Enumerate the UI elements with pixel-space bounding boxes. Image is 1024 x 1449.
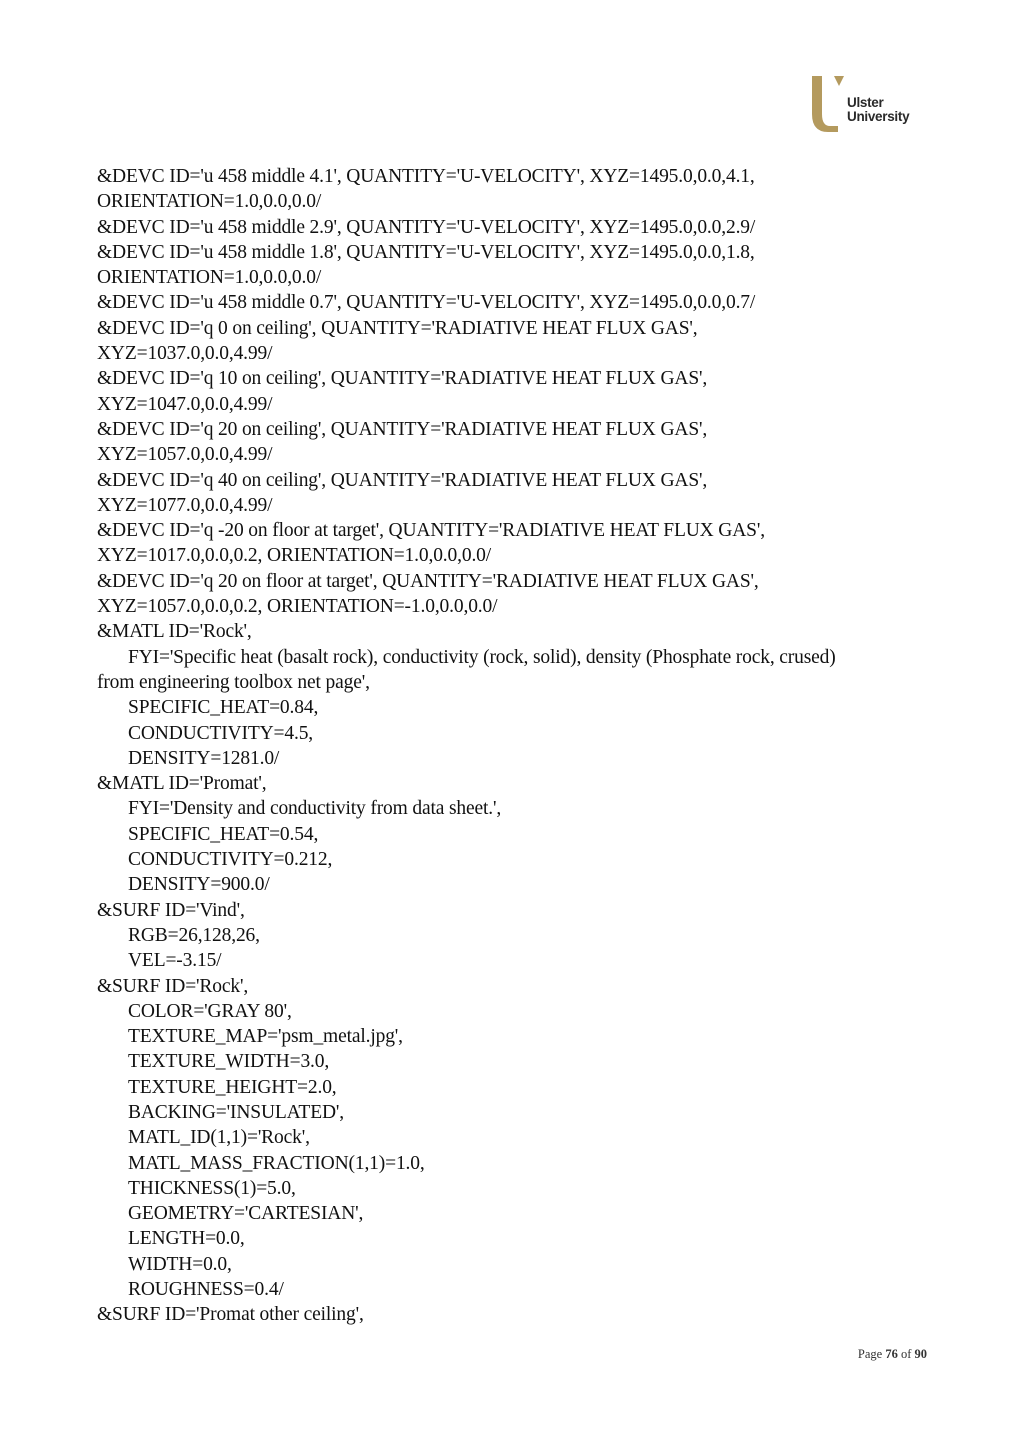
code-line: XYZ=1017.0,0.0,0.2, ORIENTATION=1.0,0.0,0.0/	[97, 545, 492, 567]
code-line: DENSITY=1281.0/	[128, 747, 280, 769]
code-line: XYZ=1057.0,0.0,4.99/	[97, 444, 273, 466]
ulster-university-logo	[810, 74, 920, 136]
code-line: XYZ=1077.0,0.0,4.99/	[97, 494, 273, 516]
code-line: MATL_MASS_FRACTION(1,1)=1.0,	[128, 1152, 425, 1174]
page-number	[858, 1347, 927, 1362]
code-line: XYZ=1037.0,0.0,4.99/	[97, 343, 273, 365]
code-line: &DEVC ID='q 20 on ceiling', QUANTITY='RADIATIVE HEAT FLUX GAS',	[97, 418, 708, 440]
code-line: &DEVC ID='u 458 middle 0.7', QUANTITY='U-VELOCITY', XYZ=1495.0,0.0,0.7/	[97, 292, 756, 314]
code-line: TEXTURE_HEIGHT=2.0,	[128, 1076, 337, 1098]
code-line: XYZ=1057.0,0.0,0.2, ORIENTATION=-1.0,0.0,0.0/	[97, 596, 498, 618]
code-line: SPECIFIC_HEAT=0.84,	[128, 697, 319, 719]
code-line: FYI='Specific heat (basalt rock), conductivity (rock, solid), density (Phosphate rock, crused)	[128, 646, 836, 668]
logo-wordmark	[847, 96, 909, 124]
code-line: RGB=26,128,26,	[128, 924, 260, 946]
code-line: CONDUCTIVITY=4.5,	[128, 722, 314, 744]
code-line: ORIENTATION=1.0,0.0,0.0/	[97, 267, 322, 289]
code-line: &DEVC ID='u 458 middle 4.1', QUANTITY='U-VELOCITY', XYZ=1495.0,0.0,4.1,	[97, 166, 755, 187]
code-line: &SURF ID='Promat other ceiling',	[97, 1304, 364, 1326]
code-line: DENSITY=900.0/	[128, 874, 270, 896]
code-line: &MATL ID='Promat',	[97, 773, 267, 795]
page-current: 76	[885, 1347, 898, 1361]
page-of: of	[900, 1347, 912, 1361]
code-line: &SURF ID='Vind',	[97, 899, 245, 921]
page-total: 90	[914, 1347, 927, 1361]
code-line: TEXTURE_MAP='psm_metal.jpg',	[128, 1026, 403, 1048]
code-line: CONDUCTIVITY=0.212,	[128, 849, 333, 871]
code-line: &MATL ID='Rock',	[97, 621, 252, 643]
code-line: THICKNESS(1)=5.0,	[128, 1177, 296, 1199]
university-crest-icon	[810, 74, 850, 136]
code-line: SPECIFIC_HEAT=0.54,	[128, 823, 319, 845]
document-body	[97, 164, 927, 1328]
code-line: ORIENTATION=1.0,0.0,0.0/	[97, 191, 322, 213]
code-line: LENGTH=0.0,	[128, 1228, 245, 1250]
code-line: &DEVC ID='q 10 on ceiling', QUANTITY='RADIATIVE HEAT FLUX GAS',	[97, 368, 708, 390]
page-label: Page	[857, 1347, 883, 1361]
code-line: FYI='Density and conductivity from data sheet.',	[128, 798, 502, 820]
code-line: GEOMETRY='CARTESIAN',	[128, 1203, 364, 1225]
code-line: TEXTURE_WIDTH=3.0,	[128, 1051, 330, 1073]
code-line: &DEVC ID='q 40 on ceiling', QUANTITY='RADIATIVE HEAT FLUX GAS',	[97, 469, 708, 491]
code-line: &DEVC ID='u 458 middle 1.8', QUANTITY='U-VELOCITY', XYZ=1495.0,0.0,1.8,	[97, 241, 755, 263]
code-line: &DEVC ID='u 458 middle 2.9', QUANTITY='U-VELOCITY', XYZ=1495.0,0.0,2.9/	[97, 216, 756, 238]
code-line: XYZ=1047.0,0.0,4.99/	[97, 393, 273, 415]
code-line: &DEVC ID='q 20 on floor at target', QUANTITY='RADIATIVE HEAT FLUX GAS',	[97, 570, 759, 592]
code-line: MATL_ID(1,1)='Rock',	[128, 1127, 310, 1149]
logo-line-1: Ulster	[847, 95, 884, 110]
code-line: VEL=-3.15/	[128, 950, 222, 972]
logo-line-2: University	[847, 109, 910, 124]
code-line: BACKING='INSULATED',	[128, 1101, 344, 1123]
code-line: COLOR='GRAY 80',	[128, 1000, 292, 1022]
code-line: &DEVC ID='q 0 on ceiling', QUANTITY='RADIATIVE HEAT FLUX GAS',	[97, 317, 698, 339]
code-line: ROUGHNESS=0.4/	[128, 1279, 284, 1301]
code-line: &DEVC ID='q -20 on floor at target', QUANTITY='RADIATIVE HEAT FLUX GAS',	[97, 520, 765, 542]
code-line: WIDTH=0.0,	[128, 1253, 232, 1275]
code-line: &SURF ID='Rock',	[97, 975, 249, 997]
code-line: from engineering toolbox net page',	[97, 671, 370, 693]
